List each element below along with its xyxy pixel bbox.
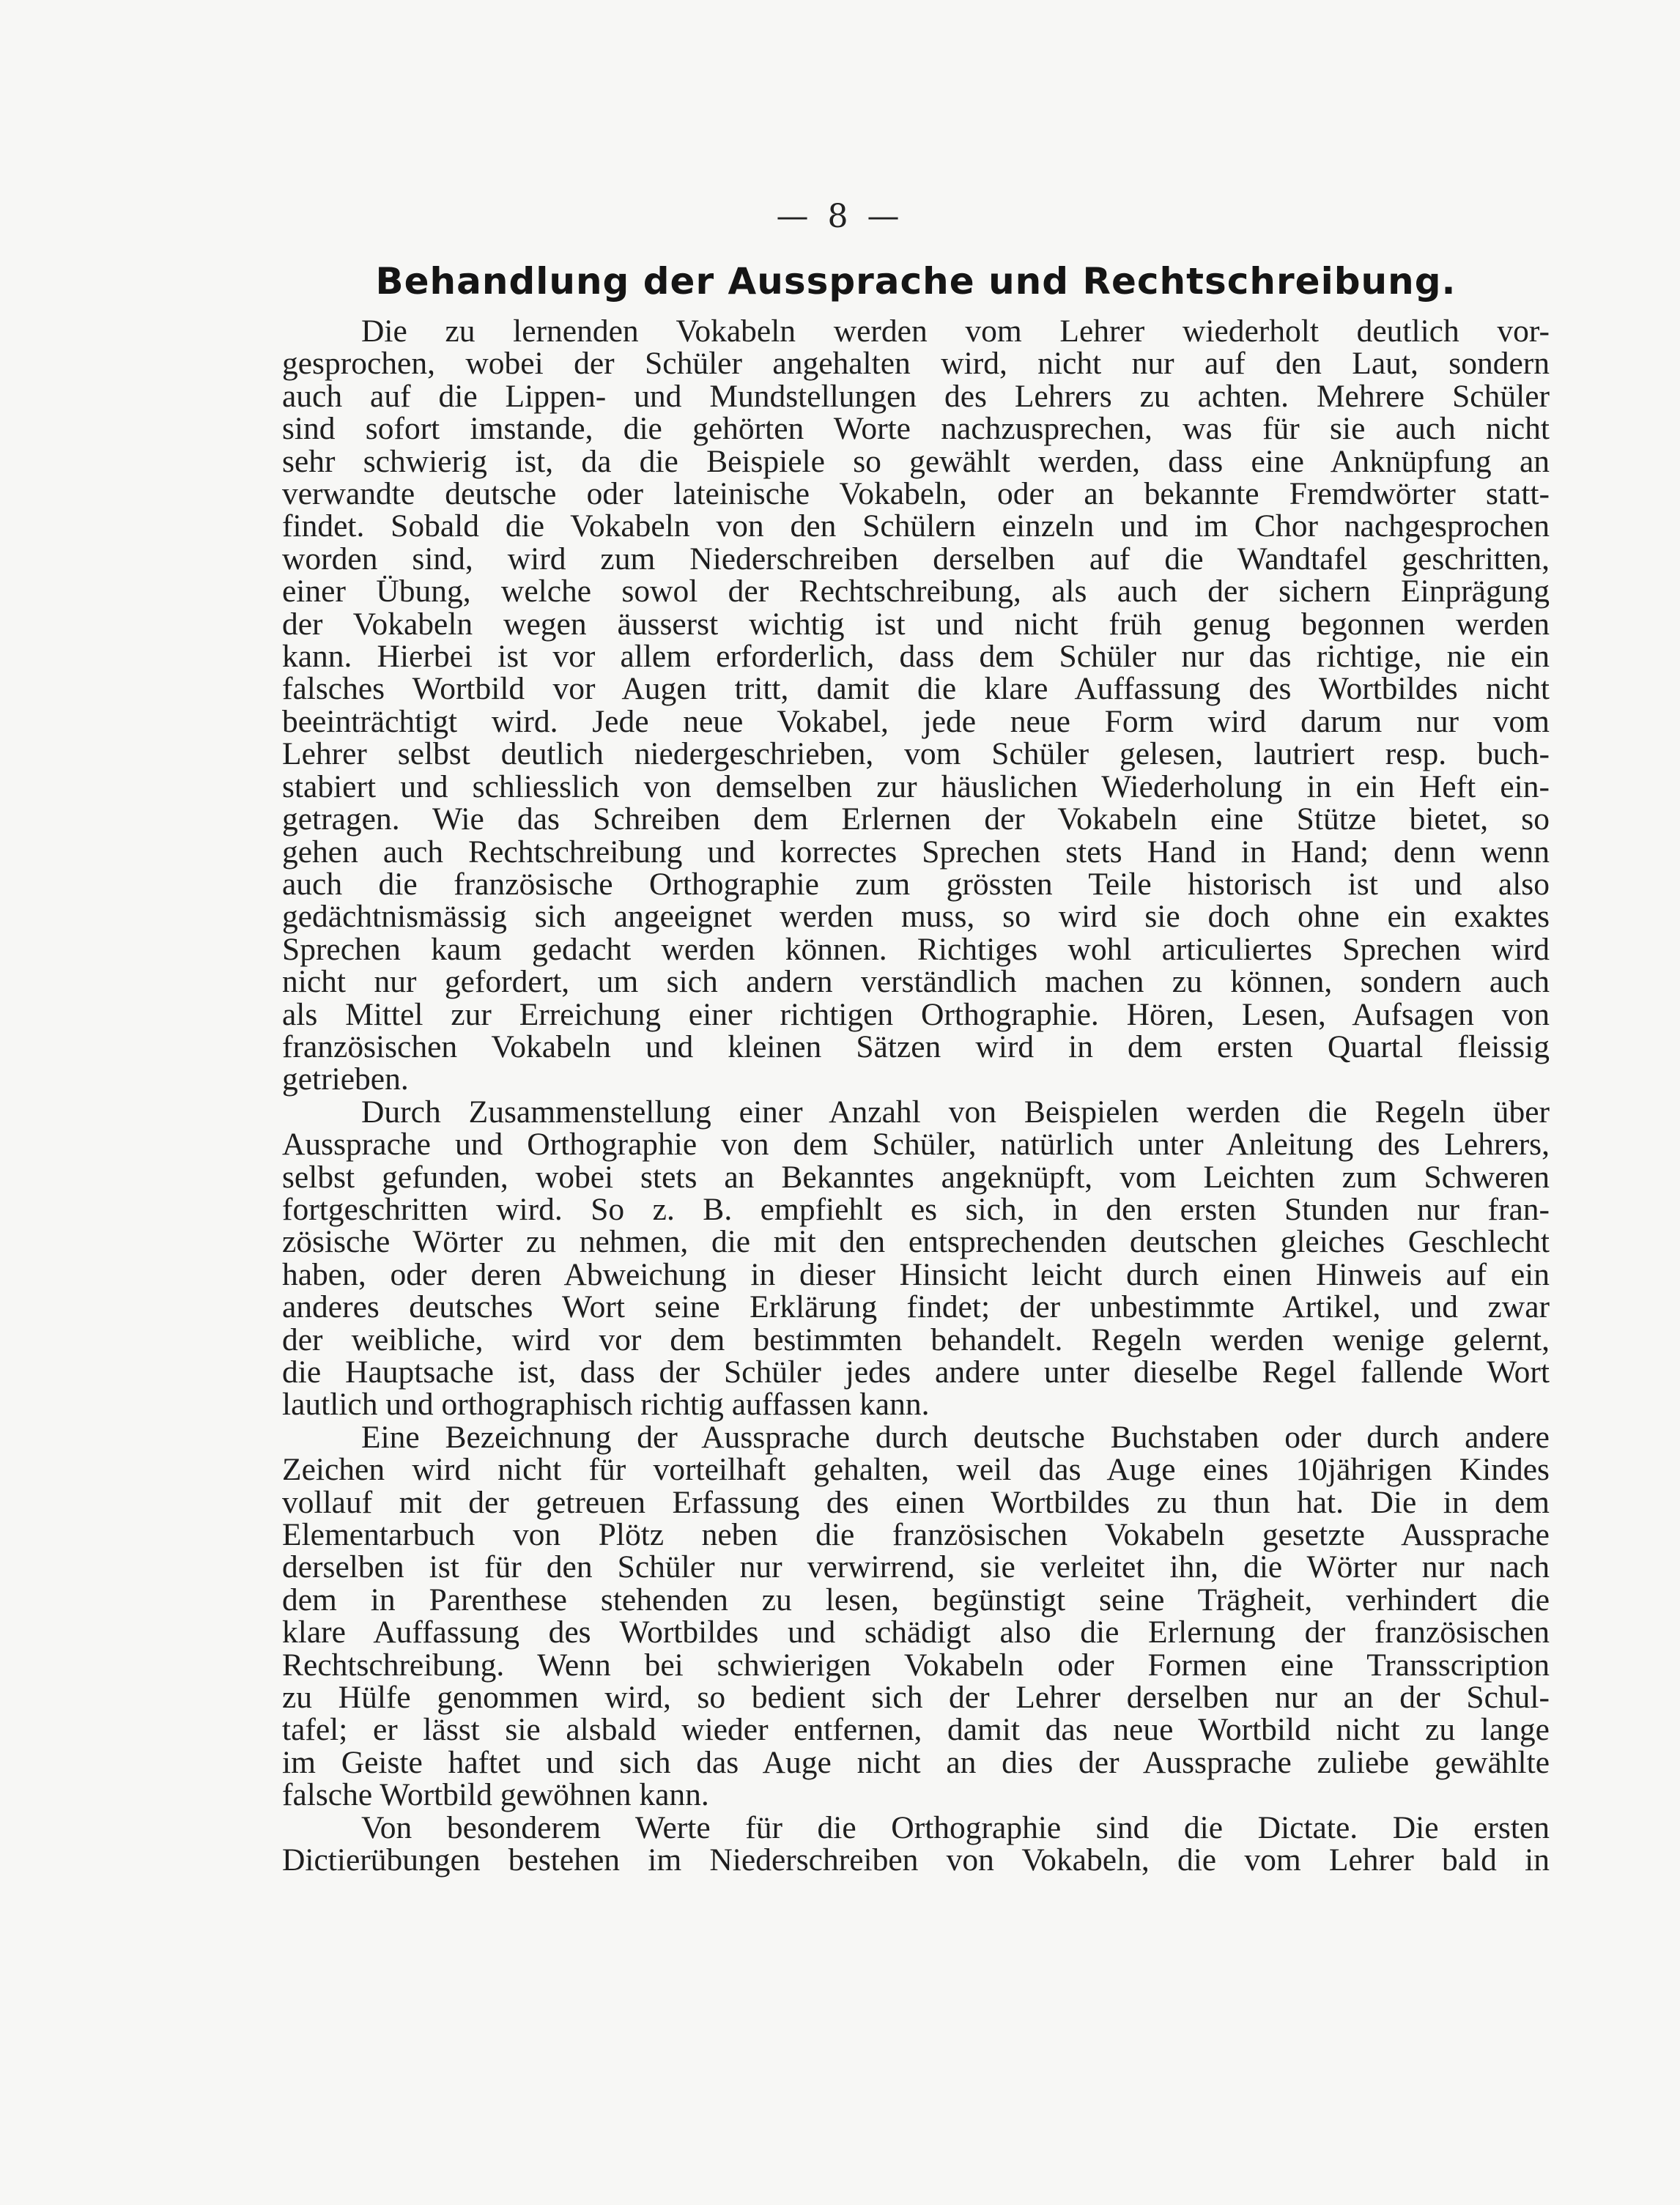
text-line: beeinträchtigt wird. Jede neue Vokabel, jede neue Form wird darum nur vom <box>282 703 1550 739</box>
text-line: gesprochen, wobei der Schüler angehalten wird, nicht nur auf den Laut, sondern <box>282 346 1550 382</box>
text-line: der Vokabeln wegen äusserst wichtig ist und nicht früh genug begonnen werden <box>282 606 1550 642</box>
text-line: Von besonderem Werte für die Orthographie sind die Dictate. Die ersten <box>361 1809 1550 1845</box>
text-line: verwandte deutsche oder lateinische Vokabeln, oder an bekannte Fremdwörter statt- <box>282 476 1550 512</box>
text-line: vollauf mit der getreuen Erfassung des einen Wortbildes zu thun hat. Die in dem <box>282 1484 1550 1520</box>
text-line: zu Hülfe genommen wird, so bedient sich der Lehrer derselben nur an der Schul- <box>282 1680 1550 1716</box>
text-line: kann. Hierbei ist vor allem erforderlich, dass dem Schüler nur das richtige, nie ein <box>282 639 1550 675</box>
text-line: stabiert und schliesslich von demselben zur häuslichen Wiederholung in ein Heft ein- <box>282 768 1550 804</box>
text-line: derselben ist für den Schüler nur verwirrend, sie verleitet ihn, die Wörter nur nach <box>282 1549 1550 1585</box>
text-line: Dictierübungen bestehen im Niederschreiben von Vokabeln, die vom Lehrer bald in <box>282 1842 1550 1878</box>
text-line: Eine Bezeichnung der Aussprache durch deutsche Buchstaben oder durch andere <box>361 1419 1550 1455</box>
text-line: gedächtnismässig sich angeeignet werden muss, so wird sie doch ohne ein exaktes <box>282 899 1550 935</box>
text-line: klare Auffassung des Wortbildes und schädigt also die Erlernung der französischen <box>282 1615 1550 1650</box>
text-line: auch auf die Lippen- und Mundstellungen des Lehrers zu achten. Mehrere Schüler <box>282 378 1550 414</box>
text-line: Rechtschreibung. Wenn bei schwierigen Vokabeln oder Formen eine Transscription <box>282 1647 1550 1683</box>
text-line: nicht nur gefordert, um sich andern verständlich machen zu können, sondern auch <box>282 964 1550 1000</box>
text-line: auch die französische Orthographie zum grössten Teile historisch ist und also <box>282 866 1550 902</box>
text-line: französischen Vokabeln und kleinen Sätzen wird in dem ersten Quartal fleissig <box>282 1029 1550 1064</box>
text-line: Durch Zusammenstellung einer Anzahl von Beispielen werden die Regeln über <box>361 1094 1550 1130</box>
text-line: als Mittel zur Erreichung einer richtigen Orthographie. Hören, Lesen, Aufsagen von <box>282 996 1550 1032</box>
text-line: anderes deutsches Wort seine Erklärung findet; der unbestimmte Artikel, und zwar <box>282 1289 1550 1325</box>
text-line: findet. Sobald die Vokabeln von den Schülern einzeln und im Chor nachgesprochen <box>282 508 1550 544</box>
text-line: getrieben. <box>282 1061 409 1097</box>
paragraph <box>282 1421 1550 1812</box>
text-line: tafel; er lässt sie alsbald wieder entfernen, damit das neue Wortbild nicht zu lange <box>282 1712 1550 1748</box>
paragraph <box>282 1096 1550 1421</box>
text-line: selbst gefunden, wobei stets an Bekanntes angeknüpft, vom Leichten zum Schweren <box>282 1159 1550 1195</box>
text-line: gehen auch Rechtschreibung und korrectes Sprechen stets Hand in Hand; denn wenn <box>282 834 1550 870</box>
text-line: zösische Wörter zu nehmen, die mit den entsprechenden deutschen gleiches Geschlecht <box>282 1224 1550 1260</box>
text-line: dem in Parenthese stehenden zu lesen, begünstigt seine Trägheit, verhindert die <box>282 1582 1550 1617</box>
text-line: der weibliche, wird vor dem bestimmten behandelt. Regeln werden wenige gelernt, <box>282 1322 1550 1357</box>
text-line: Zeichen wird nicht für vorteilhaft gehalten, weil das Auge eines 10jährigen Kindes <box>282 1452 1550 1488</box>
section-heading: Behandlung der Aussprache und Rechtschreibung. <box>375 260 1457 303</box>
body-text <box>282 315 1550 1877</box>
page-number: — 8 — <box>776 198 904 235</box>
text-line: Elementarbuch von Plötz neben die französischen Vokabeln gesetzte Aussprache <box>282 1517 1550 1553</box>
text-line: Die zu lernenden Vokabeln werden vom Lehrer wiederholt deutlich vor- <box>361 314 1550 349</box>
text-line: einer Übung, welche sowol der Rechtschreibung, als auch der sichern Einprägung <box>282 574 1550 609</box>
text-line: sehr schwierig ist, da die Beispiele so gewählt werden, dass eine Anknüpfung an <box>282 443 1550 479</box>
text-line: im Geiste haftet und sich das Auge nicht an dies der Aussprache zuliebe gewählte <box>282 1744 1550 1780</box>
text-line: haben, oder deren Abweichung in dieser Hinsicht leicht durch einen Hinweis auf ein <box>282 1256 1550 1292</box>
text-line: Lehrer selbst deutlich niedergeschrieben, vom Schüler gelesen, lautriert resp. buch- <box>282 736 1550 772</box>
text-line: falsche Wortbild gewöhnen kann. <box>282 1777 709 1813</box>
text-line: sind sofort imstande, die gehörten Worte nachzusprechen, was für sie auch nicht <box>282 411 1550 447</box>
text-line: die Hauptsache ist, dass der Schüler jedes andere unter dieselbe Regel fallende Wort <box>282 1354 1550 1390</box>
text-line: Aussprache und Orthographie von dem Schüler, natürlich unter Anleitung des Lehrers, <box>282 1127 1550 1163</box>
text-line: Sprechen kaum gedacht werden können. Richtiges wohl articuliertes Sprechen wird <box>282 931 1550 967</box>
text-line: worden sind, wird zum Niederschreiben derselben auf die Wandtafel geschritten, <box>282 541 1550 577</box>
text-line: falsches Wortbild vor Augen tritt, damit die klare Auffassung des Wortbildes nicht <box>282 671 1550 707</box>
text-line: fortgeschritten wird. So z. B. empfiehlt es sich, in den ersten Stunden nur fran- <box>282 1191 1550 1227</box>
text-line: lautlich und orthographisch richtig auffassen kann. <box>282 1387 930 1423</box>
paragraph <box>282 1809 1550 1878</box>
text-line: getragen. Wie das Schreiben dem Erlernen der Vokabeln eine Stütze bietet, so <box>282 801 1550 837</box>
paragraph <box>282 315 1550 1096</box>
